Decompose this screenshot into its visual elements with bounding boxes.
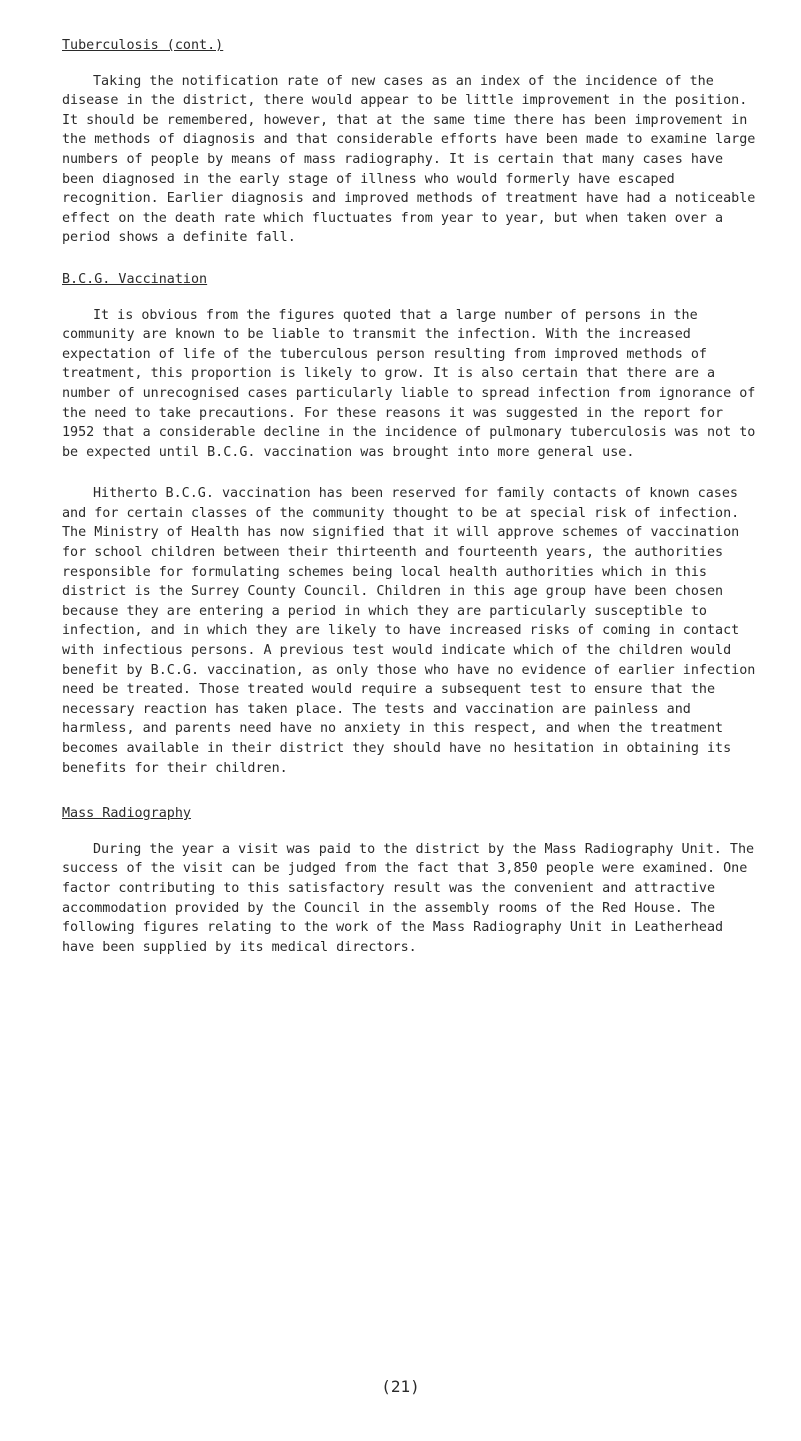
section-heading-bcg-vaccination: B.C.G. Vaccination [62, 271, 208, 287]
page-number: (21) [381, 1377, 420, 1396]
document-page [62, 36, 762, 957]
section-heading-mass-radiography: Mass Radiography [62, 806, 191, 822]
paragraph-mass-radiography: During the year a visit was paid to the district by the Mass Radiography Unit. The success of the visit can be judged from the fact that 3,850 people were examined. One factor contributing to this satisfactory result was the convenient and attractive accommodation provided by the Council in the assembly rooms of the Red House. The following figures relating to the work of the Mass Radiography Unit in Leatherhead have been supplied by its medical directors. [62, 841, 755, 955]
section-heading-tuberculosis: Tuberculosis (cont.) [62, 38, 224, 53]
paragraph-tuberculosis: Taking the notification rate of new cases as an index of the incidence of the disease in the district, there would appear to be little improvement in the position. It should be remembered, however, that at the same time there has been improvement in the methods of diagnosis and that considerable efforts have been made to examine large numbers of people by means of mass radiography. It is certain that many cases have been diagnosed in the early stage of illness who would formerly have escaped recognition. Earlier diagnosis and improved methods of treatment have had a noticeable effect on the death rate which fluctuates from year to year, but when taken over a period shows a definite fall. [62, 73, 756, 246]
paragraph-bcg-1: It is obvious from the figures quoted that a large number of persons in the community are known to be liable to transmit the infection. With the increased expectation of life of the tuberculous person resulting from improved methods of treatment, this proportion is likely to grow. It is also certain that there are a number of unrecognised cases particularly liable to spread infection from ignorance of the need to take precautions. For these reasons it was suggested in the report for 1952 that a considerable decline in the incidence of pulmonary tuberculosis was not to be expected until B.C.G. vaccination was brought into more general use. [62, 307, 756, 460]
paragraph-bcg-2: Hitherto B.C.G. vaccination has been reserved for family contacts of known cases and for certain classes of the community thought to be at special risk of infection. The Ministry of Health has now signified that it will approve schemes of vaccination for school children between their thirteenth and fourteenth years, the authorities responsible for formulating schemes being local health authorities which in this district is the Surrey County Council. Children in this age group have been chosen because they are entering a period in which they are particularly susceptible to infection, and in which they are likely to have increased risks of coming in contact with infectious persons. A previous test would indicate which of the children would benefit by B.C.G. vaccination, as only those who have no evidence of earlier infection need be treated. Those treated would require a subsequent test to ensure that the necessary reaction has taken place. The tests and vaccination are painless and harmless, and parents need have no anxiety in this respect, and when the treatment becomes available in their district they should have no hesitation in obtaining its benefits for their children. [62, 486, 756, 776]
